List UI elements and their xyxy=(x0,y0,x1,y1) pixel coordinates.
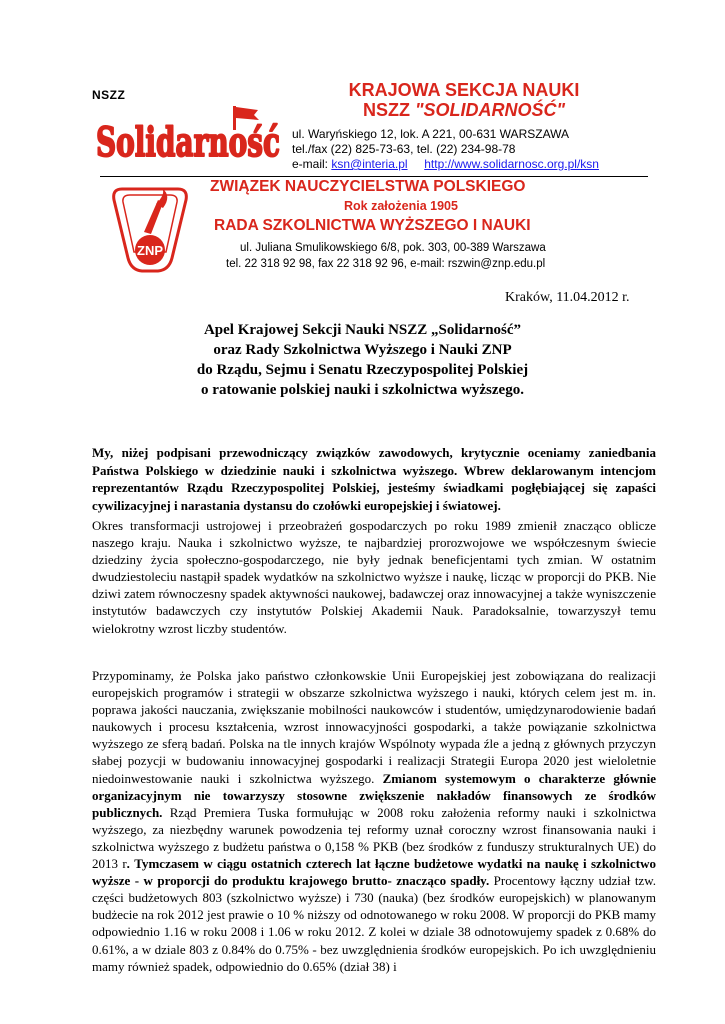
document-date: Kraków, 11.04.2012 r. xyxy=(505,290,630,305)
nszz-label: NSZZ xyxy=(92,88,126,102)
nszz-prefix: NSZZ xyxy=(362,100,415,120)
ksn-website-link[interactable]: http://www.solidarnosc.org.pl/ksn xyxy=(424,157,599,171)
znp-title: ZWIĄZEK NAUCZYCIELSTWA POLSKIEGO xyxy=(210,178,526,195)
znp-address: ul. Juliana Smulikowskiego 6/8, pok. 303, 00-389 Warszawa xyxy=(240,242,546,254)
ksn-title: KRAJOWA SEKCJA NAUKI xyxy=(348,80,580,100)
znp-logo xyxy=(100,186,200,274)
document-title-line-2: oraz Rady Szkolnictwa Wyższego i Nauki ZNP xyxy=(213,342,512,358)
nszz-solidarnosc-title xyxy=(288,100,640,121)
znp-founded: Rok założenia 1905 xyxy=(344,199,458,213)
p2-text-1: Przypominamy, że Polska jako państwo członkowskie Unii Europejskiej jest zobowiązana do realizacji europejskich programów i strategii w obszarze szkolnictwa wyższego i nauki, których celem jest m. in. poprawa jakości nauczania, zwiększanie mobilności naukowców i studentów, umiędzynarodowienie badań naukowych i procesu kształcenia, wzrost innowacyjności gospodarki, a także powiązanie szkolnictwa wyższego ze sferą badań. Polska na tle innych krajów Wspólnoty wypada źle a jedną z głównych przyczyn słabej pozycji w budowaniu innowacyjnej gospodarki i realizacji Strategii Europa 2020 jest wieloletnie niedoinwestowanie nauki i szkolnictwa wyższego. xyxy=(92,668,656,786)
email-label: e-mail: xyxy=(292,157,332,171)
solidarnosc-name: "SOLIDARNOŚĆ" xyxy=(414,100,566,120)
header-divider xyxy=(100,176,648,177)
p2-bold-2: Tymczasem w ciągu ostatnich czterech lat łączne budżetowe wydatki na naukę i szkolnictwo wyższe - w proporcji do produktu krajowego brutto- znacząco spadły. xyxy=(92,856,656,889)
znp-council-title: RADA SZKOLNICTWA WYŻSZEGO I NAUKI xyxy=(214,217,531,234)
solidarnosc-telfax: tel./fax (22) 825-73-63, tel. (22) 234-98-78 xyxy=(292,142,516,156)
paragraph-transformation: Okres transformacji ustrojowej i przeobrażeń gospodarczych po roku 1989 zmienił znacząco oblicze naszego kraju. Nauka i szkolnictwo wyższe, te najbardziej prorozwojowe we współczesnym świecie dziedziny życia społeczno-gospodarczego, nie były jednak beneficjentami tych zmian. W ostatnim dwudziestoleciu nastąpił spadek wydatków na szkolnictwo wyższe i naukę, licząc w proporcji do PKB. Nie dziwi zatem równoczesny spadek aktywności naukowej, badawczej oraz innowacyjnej a także wyniszczenie instytutów badawczych czy instytutów Polskiej Akademii Nauk. Paradoksalnie, towarzyszył temu wielokrotny wzrost liczby studentów. xyxy=(92,518,656,636)
solidarnosc-logo xyxy=(92,104,284,178)
solidarnosc-contact-line xyxy=(292,157,599,171)
solidarnosc-logo-text: Solidarność xyxy=(96,119,280,166)
p2-text-2: Rząd Premiera Tuska formułując w 2008 roku założenia reformy nauki i szkolnictwa wyższego, za niezbędny warunek powodzenia tej reformy uznał coroczny wzrost finansowania nauki i szkolnictwa wyższego z budżetu państwa o 0,158 % PKB (bez środków z funduszy strukturalnych UE) do 2013 r xyxy=(92,804,656,872)
solidarnosc-address: ul. Waryńskiego 12, lok. A 221, 00-631 WARSZAWA xyxy=(292,127,570,141)
paragraph-eu-obligations xyxy=(92,667,656,975)
znp-contact: tel. 22 318 92 98, fax 22 318 92 96, e-mail: rszwin@znp.edu.pl xyxy=(226,258,546,270)
intro-paragraph: My, niżej podpisani przewodniczący związków zawodowych, krytycznie oceniamy zaniedbania Państwa Polskiego w dziedzinie nauki i szkolnictwa wyższego. Wbrew deklarowanym intencjom reprezentantów Rządu Rzeczypospolitej Polskiej, jesteśmy świadkami pogłębiającej się zapaści cywilizacyjnej i narastania dystansu do czołówki europejskiej i światowej. xyxy=(92,445,656,513)
p2-bold-period: . xyxy=(126,856,130,872)
document-title-line-1: Apel Krajowej Sekcji Nauki NSZZ „Solidarność” xyxy=(203,322,522,338)
document-title-line-4: o ratowanie polskiej nauki i szkolnictwa wyższego. xyxy=(201,382,524,398)
ksn-email-link[interactable]: ksn@interia.pl xyxy=(331,157,408,171)
znp-logo-text: ZNP xyxy=(137,243,163,258)
document-title-line-3: do Rządu, Sejmu i Senatu Rzeczypospolitej Polskiej xyxy=(196,362,529,378)
p2-bold-1: Zmianom systemowym o charakterze głównie organizacyjnym nie towarzyszy stosowne zwiększenie nakładów finansowych ze środków publicznych. xyxy=(92,770,656,820)
p2-text-3: Procentowy łączny udział tzw. części budżetowych 803 (szkolnictwo wyższe) i 730 (nauka) (bez środków europejskich) w planowanym budżecie na rok 2012 jest prawie o 10 % niższy od odnotowanego w roku 2008. W proporcji do PKB mamy odpowiednio 1.16 w roku 2008 i 1.06 w roku 2012. Z kolei w dziale 38 odnotowujemy spadek z 0.68% do 0.61%, a w dziale 803 z 0.84% do 0.75% - bez uwzględnienia środków europejskich. Po ich uwzględnieniu mamy również spadek, odpowiednio do 0.65% (dział 38) i xyxy=(92,873,656,974)
